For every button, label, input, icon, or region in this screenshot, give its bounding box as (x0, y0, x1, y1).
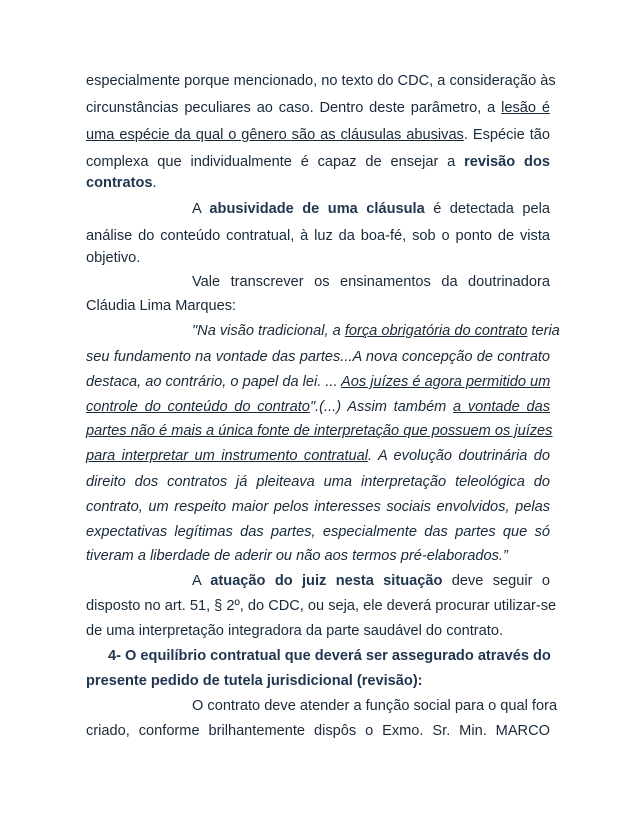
section-heading-line (108, 647, 550, 665)
text-line (86, 249, 550, 267)
text-line (192, 200, 550, 218)
text-run: contrato, um respeito maior pelos interesses sociais envolvidos, pelas (86, 499, 550, 515)
text-line (192, 697, 558, 715)
text-line (192, 322, 560, 340)
text-line (86, 227, 550, 245)
text-run: partes não é mais a única fonte de interpretação que possuem os juízes (86, 423, 553, 439)
text-line (86, 447, 550, 465)
text-run: controle do conteúdo do contrato (86, 399, 310, 415)
text-run: força obrigatória do contrato (344, 323, 528, 339)
text-run: análise do conteúdo contratual, à luz da boa-fé, sob o ponto de vista (86, 228, 550, 244)
text-run: atuação do juiz nesta situação (210, 573, 443, 589)
text-line (86, 373, 550, 391)
text-run: a vontade das (453, 399, 550, 415)
text-run: teria (527, 323, 560, 339)
text-line (86, 153, 550, 171)
text-line (86, 498, 550, 516)
text-run: contratos (86, 175, 153, 191)
text-run: O contrato deve atender a função social para o qual fora (192, 698, 558, 714)
text-run: "Na visão tradicional, a (192, 323, 345, 339)
text-run: 4- O equilíbrio contratual que deverá ser assegurado através do (108, 648, 551, 664)
text-line (86, 422, 553, 440)
text-run: abusividade de uma cláusula (209, 201, 425, 217)
text-run: . (152, 175, 157, 191)
text-run: de uma interpretação integradora da parte saudável do contrato. (86, 623, 504, 639)
text-run: especialmente porque mencionado, no texto do CDC, a consideração às (86, 73, 556, 89)
text-run: criado, conforme brilhantemente dispôs o Exmo. Sr. Min. MARCO (86, 723, 550, 739)
text-run: disposto no art. 51, § 2º, do CDC, ou seja, ele deverá procurar utilizar-se (86, 598, 557, 614)
text-run: ".(...) Assim também (309, 399, 454, 415)
text-run: para interpretar um instrumento contratual (86, 448, 369, 464)
text-run: tiveram a liberdade de aderir ou não aos termos pré-elaborados.” (86, 548, 508, 564)
text-run: A (192, 201, 210, 217)
text-line (86, 174, 550, 192)
text-run: A (192, 573, 211, 589)
text-run: seu fundamento na vontade das partes...A nova concepção de contrato (86, 349, 550, 365)
text-run: expectativas legítimas das partes, especialmente das partes que só (86, 524, 550, 540)
text-line (86, 597, 557, 615)
text-run: Aos juízes é agora permitido um (341, 374, 551, 390)
text-line (86, 297, 550, 315)
text-line (86, 622, 550, 640)
text-run: . Espécie tão (463, 127, 550, 143)
text-line (86, 523, 550, 541)
text-run: revisão dos (464, 154, 550, 170)
text-run: uma espécie da qual o gênero são as cláusulas abusivas (86, 127, 464, 143)
text-run: complexa que individualmente é capaz de ensejar a (86, 154, 465, 170)
text-line (86, 348, 550, 366)
text-line (86, 126, 550, 144)
text-line (86, 722, 550, 740)
text-run: direito dos contratos já pleiteava uma interpretação teleológica do (86, 474, 550, 490)
text-run: Cláudia Lima Marques: (86, 298, 237, 314)
text-run: presente pedido de tutela jurisdicional (revisão): (86, 673, 423, 689)
text-run: objetivo. (86, 250, 141, 266)
text-line (86, 72, 556, 90)
text-run: . A evolução doutrinária do (368, 448, 550, 464)
text-run: Vale transcrever os ensinamentos da doutrinadora (192, 274, 550, 290)
text-run: lesão é (501, 100, 551, 116)
text-run: é detectada pela (424, 201, 550, 217)
text-run: deve seguir o (442, 573, 550, 589)
text-line (192, 572, 550, 590)
text-line (192, 273, 550, 291)
text-line (86, 547, 550, 565)
text-line (86, 398, 550, 416)
section-heading-line (86, 672, 550, 690)
text-line (86, 473, 550, 491)
text-line (86, 99, 550, 117)
text-run: destaca, ao contrário, o papel da lei. ... (86, 374, 342, 390)
text-run: circunstâncias peculiares ao caso. Dentro deste parâmetro, a (86, 100, 502, 116)
